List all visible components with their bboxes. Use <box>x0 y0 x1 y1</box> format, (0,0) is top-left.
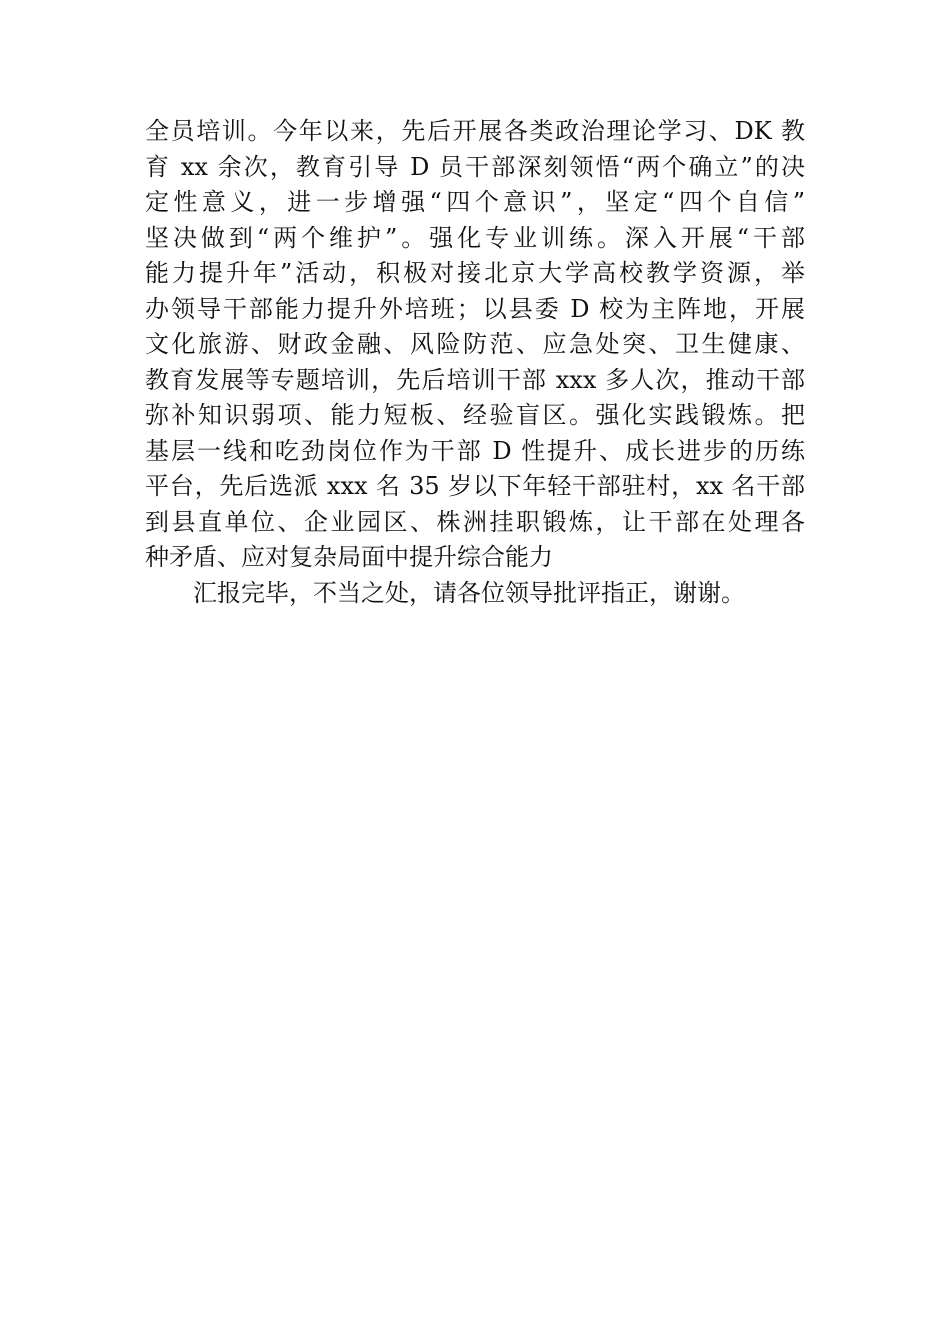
text-line: 教育发展等专题培训，先后培训干部 xxx 多人次，推动干部 <box>145 365 805 394</box>
text-line: 定性意义，进一步增强“四个意识”，坚定“四个自信” <box>145 188 805 216</box>
text-line: 育 xx 余次，教育引导 D 员干部深刻领悟“两个确立”的决 <box>145 152 805 181</box>
text-line: 弥补知识弱项、能力短板、经验盲区。强化实践锻炼。把 <box>145 401 805 429</box>
text-line: 到县直单位、企业园区、株洲挂职锻炼，让干部在处理各 <box>145 507 805 536</box>
text-line: 坚决做到“两个维护”。强化专业训练。深入开展“干部 <box>145 223 805 252</box>
text-line: 种矛盾、应对复杂局面中提升综合能力 <box>145 543 553 571</box>
text-line: 办领导干部能力提升外培班；以县委 D 校为主阵地，开展 <box>145 294 805 323</box>
text-line: 平台，先后选派 xxx 名 35 岁以下年轻干部驻村，xx 名干部 <box>145 472 805 500</box>
paragraph-training <box>145 114 805 576</box>
text-line: 全员培训。今年以来，先后开展各类政治理论学习、DK 教 <box>145 117 805 145</box>
text-line: 文化旅游、财政金融、风险防范、应急处突、卫生健康、 <box>145 330 805 358</box>
text-line: 汇报完毕，不当之处，请各位领导批评指正，谢谢。 <box>193 578 745 607</box>
text-line: 能力提升年”活动，积极对接北京大学高校教学资源，举 <box>145 259 805 287</box>
paragraph-closing <box>145 576 805 612</box>
text-line: 基层一线和吃劲岗位作为干部 D 性提升、成长进步的历练 <box>145 436 805 465</box>
document-body <box>145 114 805 611</box>
